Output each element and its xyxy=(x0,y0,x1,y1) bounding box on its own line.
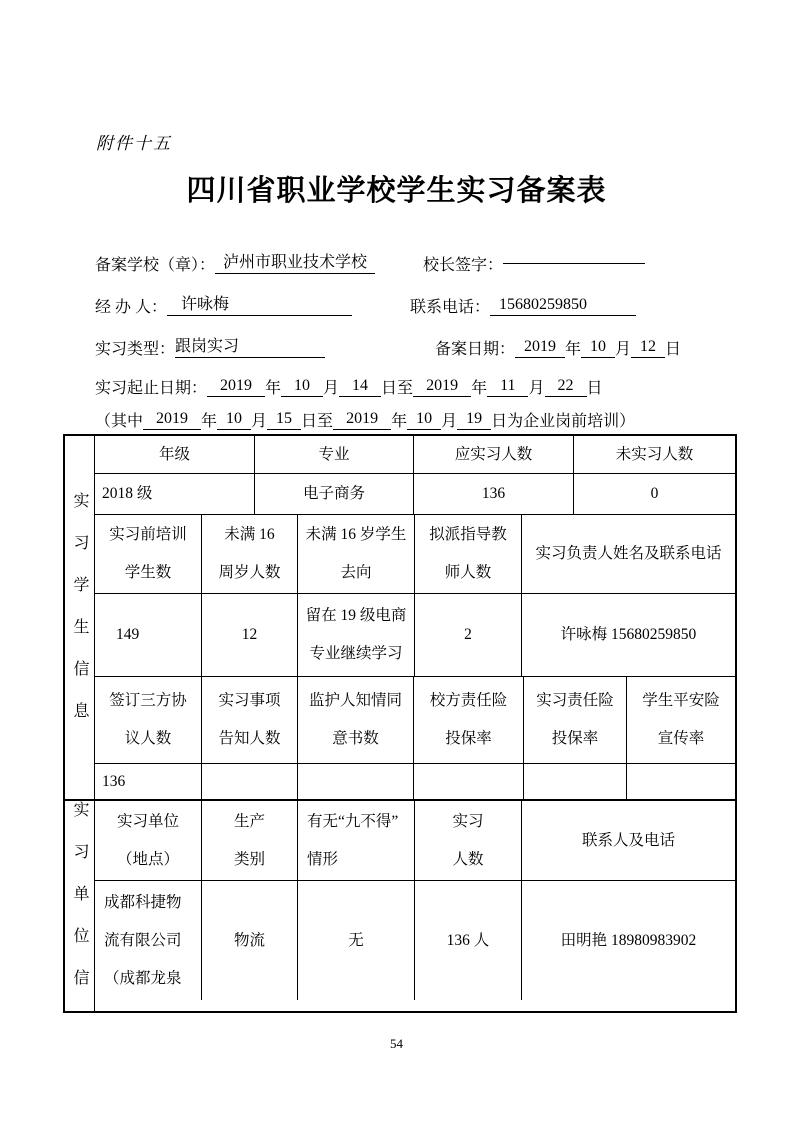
td-major: 电子商务 xyxy=(255,474,414,514)
duration-start-year: 2019 xyxy=(207,376,265,397)
th-student-safety-insurance-rate: 学生平安险 宣传率 xyxy=(642,692,720,747)
th-guardian-consent-count: 监护人知情同 意书数 xyxy=(298,677,414,763)
filing-date-day-unit: 日 xyxy=(665,340,682,358)
td-assigned-instructors: 2 xyxy=(415,594,522,676)
filing-table xyxy=(63,434,737,1013)
td-internship-liability-insurance-rate xyxy=(524,764,627,799)
unit-info-section xyxy=(65,801,735,1011)
table-row xyxy=(95,474,735,515)
note-unit: 日至 xyxy=(301,412,334,430)
form-line-duration xyxy=(95,368,738,404)
note-start-day: 15 xyxy=(267,409,301,430)
duration-unit: 日至 xyxy=(381,379,414,397)
filing-date-year-unit: 年 xyxy=(565,340,582,358)
attachment-label: 附件十五 xyxy=(96,134,172,153)
duration-unit: 月 xyxy=(323,379,340,397)
note-end-day: 19 xyxy=(457,409,491,430)
note-end-year: 2019 xyxy=(333,409,391,430)
school-label: 备案学校（章）： xyxy=(95,256,216,274)
td-grade: 2018 级 xyxy=(95,474,255,514)
filing-date-label: 备案日期： xyxy=(435,340,516,358)
th-under16-whereabouts: 未满 16 岁学生 去向 xyxy=(298,515,415,593)
table-row xyxy=(95,801,735,881)
form-line-pretraining-note xyxy=(95,404,738,434)
internship-type-value: 跟岗实习 xyxy=(175,337,325,358)
table-row xyxy=(95,764,735,799)
th-nine-prohibitions: 有无“九不得” 情形 xyxy=(298,801,415,880)
note-end-month: 10 xyxy=(407,409,441,430)
th-pretraining-students: 实习前培训 学生数 xyxy=(95,515,202,593)
filing-date-year: 2019 xyxy=(515,337,565,358)
td-contact-person: 田明艳 18980983902 xyxy=(560,931,697,949)
duration-unit: 年 xyxy=(471,379,488,397)
duration-unit: 日 xyxy=(586,379,603,397)
phone-group xyxy=(410,284,636,326)
th-assigned-instructors: 拟派指导教 师人数 xyxy=(415,515,522,593)
duration-start-month: 10 xyxy=(281,376,323,397)
principal-sign-value xyxy=(503,263,645,264)
table-row xyxy=(95,515,735,594)
td-tripartite-agreement-count: 136 xyxy=(95,764,202,799)
duration-unit: 年 xyxy=(265,379,282,397)
phone-label: 联系电话： xyxy=(410,298,491,316)
th-school-liability-insurance-rate: 校方责任险 投保率 xyxy=(414,677,524,763)
handler-label: 经 办 人： xyxy=(95,298,168,316)
unit-section-rows xyxy=(95,801,735,1011)
student-section-side-label: 实习学生信息 xyxy=(65,436,95,799)
student-info-section xyxy=(65,436,735,801)
note-unit: 年 xyxy=(391,412,408,430)
form-line-school xyxy=(95,242,738,284)
note-start-month: 10 xyxy=(217,409,251,430)
filing-date-group xyxy=(435,326,681,368)
th-under16-count: 未满 16 周岁人数 xyxy=(202,515,298,593)
th-grade: 年级 xyxy=(95,436,255,473)
table-row xyxy=(95,677,735,764)
td-under16-count: 12 xyxy=(202,594,298,676)
principal-sign-label: 校长签字： xyxy=(423,256,504,274)
th-intern-count: 实习 人数 xyxy=(415,801,522,880)
table-row xyxy=(95,594,735,677)
unit-section-side-label: 实习单位信 xyxy=(65,801,95,1011)
td-intern-count: 136 人 xyxy=(415,881,522,1000)
duration-start-day: 14 xyxy=(339,376,381,397)
form-header-area xyxy=(95,242,738,434)
page-title: 四川省职业学校学生实习备案表 xyxy=(186,175,607,207)
page-number: 54 xyxy=(390,1036,403,1051)
table-row xyxy=(95,436,735,474)
duration-end-month: 11 xyxy=(487,376,528,397)
student-section-rows xyxy=(95,436,735,799)
th-internship-unit: 实习单位 （地点） xyxy=(95,801,202,880)
school-value: 泸州市职业技术学校 xyxy=(215,253,375,274)
handler-value: 许咏梅 xyxy=(167,295,352,316)
td-under16-whereabouts: 留在 19 级电商 专业继续学习 xyxy=(298,594,415,676)
th-major: 专业 xyxy=(255,436,414,473)
td-school-liability-insurance-rate xyxy=(414,764,524,799)
td-notified-count xyxy=(202,764,298,799)
td-production-type: 物流 xyxy=(202,881,298,1000)
th-notified-count: 实习事项 告知人数 xyxy=(202,677,298,763)
th-not-interned-count: 未实习人数 xyxy=(615,445,694,463)
th-production-type: 生产 类别 xyxy=(202,801,298,880)
note-unit: 年 xyxy=(201,412,218,430)
td-student-safety-insurance-rate xyxy=(627,764,735,799)
th-internship-liability-insurance-rate: 实习责任险 投保率 xyxy=(524,677,627,763)
td-pretraining-students: 149 xyxy=(95,594,202,676)
th-contact-person: 联系人及电话 xyxy=(581,831,675,849)
th-tripartite-agreement-count: 签订三方协 议人数 xyxy=(95,677,202,763)
th-expected-intern-count: 应实习人数 xyxy=(414,436,574,473)
td-supervisor-contact: 许咏梅 15680259850 xyxy=(560,626,697,643)
form-line-type xyxy=(95,326,738,368)
table-row xyxy=(95,881,735,1000)
td-expected-intern-count: 136 xyxy=(414,474,574,514)
td-nine-prohibitions: 无 xyxy=(298,881,415,1000)
note-start-year: 2019 xyxy=(143,409,201,430)
internship-type-label: 实习类型： xyxy=(95,340,176,358)
note-unit: 月 xyxy=(441,412,458,430)
td-guardian-consent-count xyxy=(298,764,414,799)
note-prefix: （其中 xyxy=(95,412,144,430)
duration-end-day: 22 xyxy=(545,376,587,397)
note-suffix: 日为企业岗前培训） xyxy=(491,412,636,430)
principal-sign-group xyxy=(423,242,645,284)
duration-label: 实习起止日期： xyxy=(95,379,208,397)
note-unit: 月 xyxy=(251,412,268,430)
duration-end-year: 2019 xyxy=(413,376,471,397)
filing-date-month-unit: 月 xyxy=(615,340,632,358)
duration-unit: 月 xyxy=(528,379,545,397)
filing-date-month: 10 xyxy=(581,337,615,358)
th-supervisor-contact: 实习负责人姓名及联系电话 xyxy=(535,545,722,562)
td-not-interned-count: 0 xyxy=(650,485,659,502)
td-internship-unit: 成都科捷物 流有限公司 （成都龙泉 xyxy=(95,881,202,1000)
phone-value: 15680259850 xyxy=(490,295,636,316)
filing-date-day: 12 xyxy=(631,337,665,358)
form-line-handler xyxy=(95,284,738,326)
